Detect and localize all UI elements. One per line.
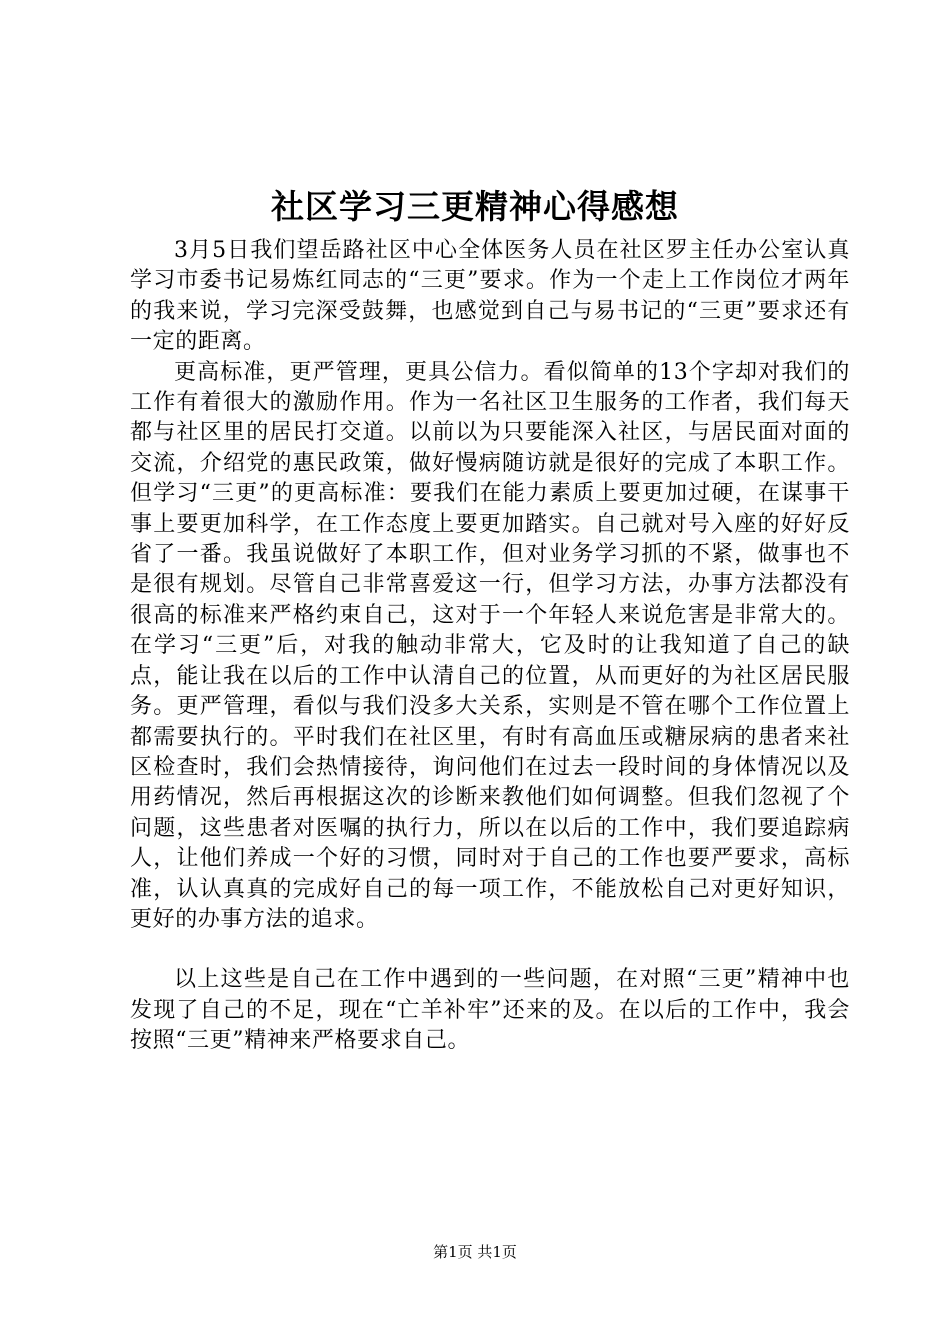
document-body [130,236,850,1057]
paragraph-1: 3月5日我们望岳路社区中心全体医务人员在社区罗主任办公室认真学习市委书记易炼红同志的“三更”要求。作为一个走上工作岗位才两年的我来说，学习完深受鼓舞，也感觉到自己与易书记的“三更”要求还有一定的距离。 [130,238,850,355]
paragraph-2: 更高标准，更严管理，更具公信力。看似简单的13个字却对我们的工作有着很大的激励作用。作为一名社区卫生服务的工作者，我们每天都与社区里的居民打交道。以前以为只要能深入社区，与居民面对面的交流，介绍党的惠民政策，做好慢病随访就是很好的完成了本职工作。但学习“三更”的更高标准：要我们在能力素质上要更加过硬，在谋事干事上要更加科学，在工作态度上要更加踏实。自己就对号入座的好好反省了一番。我虽说做好了本职工作，但对业务学习抓的不紧，做事也不是很有规划。尽管自己非常喜爱这一行，但学习方法，办事方法都没有很高的标准来严格约束自己，这对于一个年轻人来说危害是非常大的。在学习“三更”后，对我的触动非常大，它及时的让我知道了自己的缺点，能让我在以后的工作中认清自己的位置，从而更好的为社区居民服务。更严管理，看似与我们没多大关系，实则是不管在哪个工作位置上都需要执行的。平时我们在社区里，有时有高血压或糖尿病的患者来社区检查时，我们会热情接待，询问他们在过去一段时间的身体情况以及用药情况，然后再根据这次的诊断来教他们如何调整。但我们忽视了个问题，这些患者对医嘱的执行力，所以在以后的工作中，我们要追踪病人，让他们养成一个好的习惯，同时对于自己的工作也要严要求，高标准，认认真真的完成好自己的每一项工作，不能放松自己对更好知识，更好的办事方法的追求。 [130,359,850,932]
page-number-footer: 第1页 共1页 [433,1243,517,1261]
page-title: 社区学习三更精神心得感想 [271,187,679,226]
paragraph-3: 以上这些是自己在工作中遇到的一些问题，在对照“三更”精神中也发现了自己的不足，现在“亡羊补牢”还来的及。在以后的工作中，我会按照“三更”精神来严格要求自己。 [130,967,850,1054]
